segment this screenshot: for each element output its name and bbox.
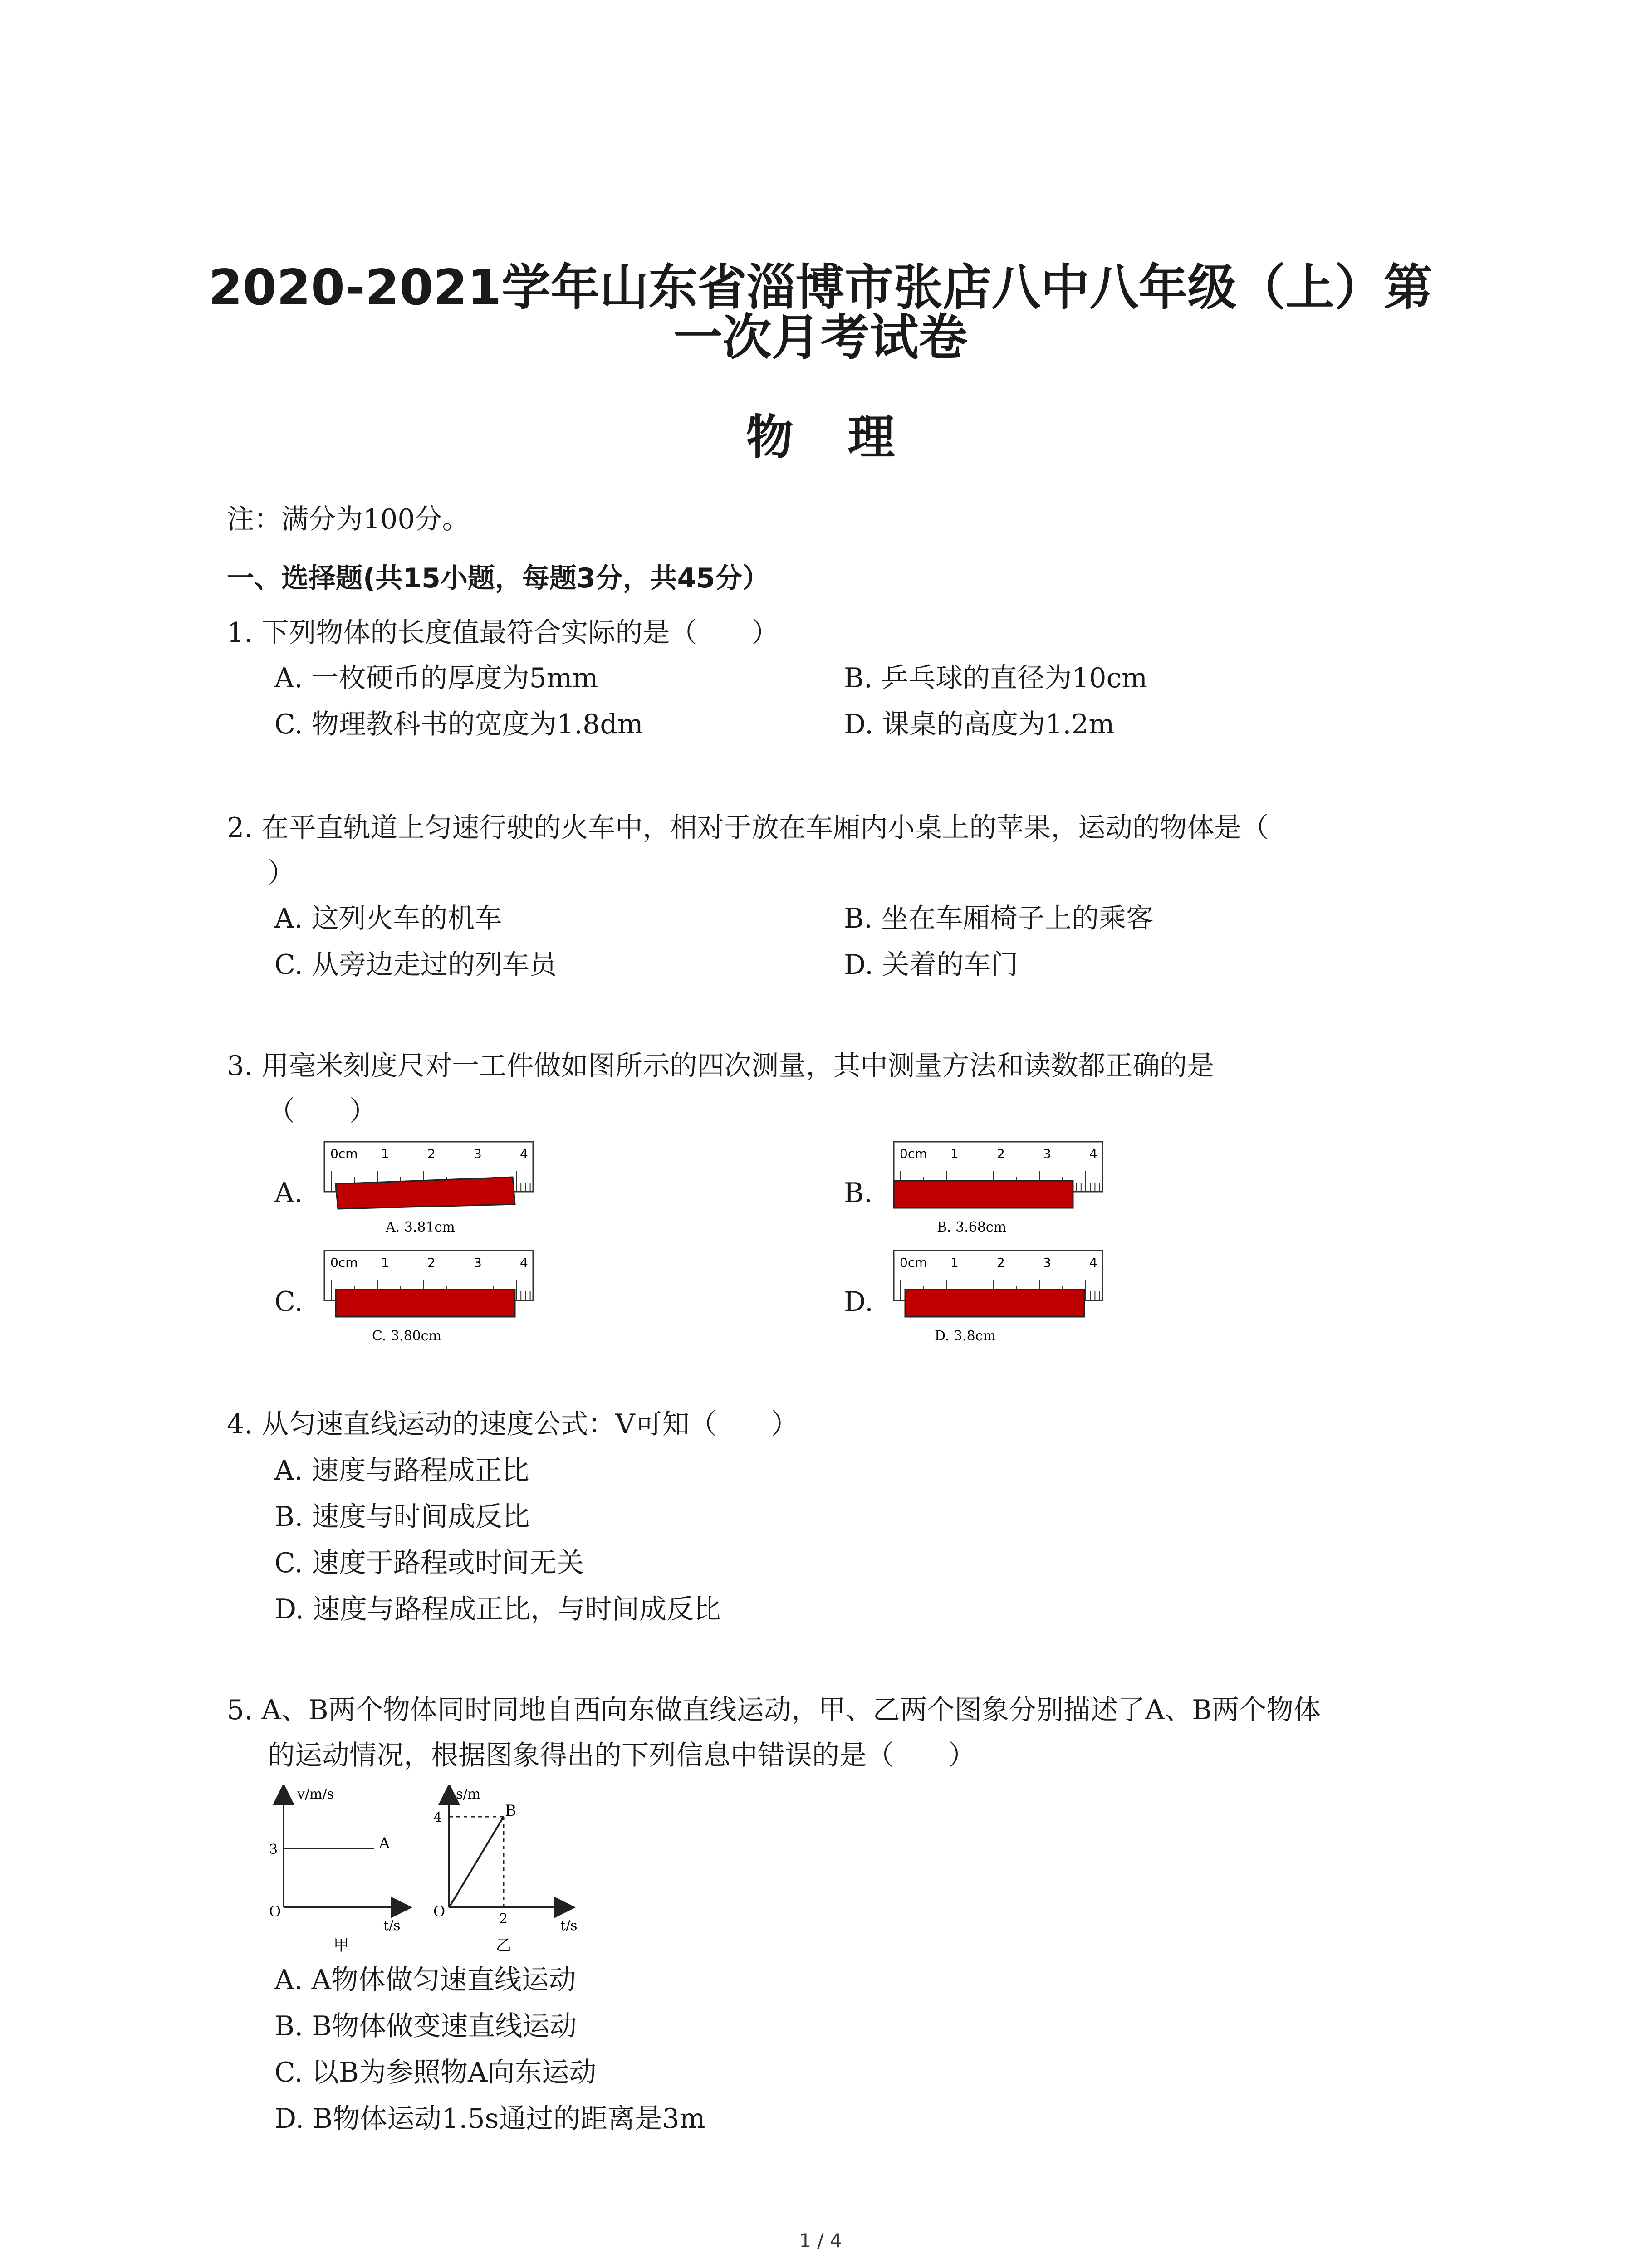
ruler-b-workpiece [894,1181,1073,1208]
yi-line-b [449,1817,504,1907]
score-note: 注：满分为100分。 [227,503,470,535]
jia-origin: O [269,1903,281,1920]
q3-option-c: C. [274,1286,303,1318]
ruler-figure-a [322,1141,535,1256]
q2-stem-cont: ） [268,857,295,889]
q4-option-d: D. 速度与路程成正比，与时间成反比 [274,1593,721,1625]
ruler-c-tick-3: 3 [474,1255,482,1270]
ruler-c-label: C. 3.80cm [372,1328,442,1344]
q5-option-c: C. 以B为参照物A向东运动 [274,2057,597,2088]
ruler-d-tick-0: 0cm [900,1255,927,1270]
q4-option-c: C. 速度于路程或时间无关 [274,1547,584,1579]
ruler-a-tick-1: 1 [381,1146,389,1161]
yi-xval: 2 [499,1911,508,1927]
yi-xlabel: t/s [560,1918,578,1934]
ruler-d-workpiece [905,1290,1084,1317]
graph-yi [429,1785,592,1959]
ruler-b-tick-3: 3 [1043,1146,1051,1161]
q1-option-c: C. 物理教科书的宽度为1.8dm [274,709,643,740]
ruler-a-tick-3: 3 [474,1146,482,1161]
ruler-c-svg [322,1250,535,1363]
yi-origin: O [433,1903,446,1920]
exam-title-line2: 一次月考试卷 [673,309,968,366]
q5-option-a: A. A物体做匀速直线运动 [274,1964,576,1996]
ruler-a-tick-4: 4 [520,1146,528,1161]
q5-stem: 5. A、B两个物体同时同地自西向东做直线运动，甲、乙两个图象分别描述了A、B两个物体 [227,1694,1321,1726]
yi-yval: 4 [433,1810,442,1826]
ruler-figure-d [892,1250,1105,1365]
ruler-d-tick-2: 2 [997,1255,1005,1270]
q1-option-d: D. 课桌的高度为1.2m [844,709,1115,740]
ruler-d-label: D. 3.8cm [935,1328,996,1344]
jia-ylabel: v/m/s [297,1786,334,1802]
exam-title-line1: 2020-2021学年山东省淄博市张店八中八年级（上）第 [208,259,1433,316]
yi-caption: 乙 [496,1936,511,1955]
ruler-c-workpiece [336,1290,515,1317]
ruler-d-tick-3: 3 [1043,1255,1051,1270]
q3-stem: 3. 用毫米刻度尺对一工件做如图所示的四次测量，其中测量方法和读数都正确的是 [227,1050,1215,1082]
ruler-b-label: B. 3.68cm [937,1219,1007,1235]
section-heading: 一、选择题(共15小题，每题3分，共45分） [227,562,770,594]
jia-line-label: A [379,1834,390,1853]
ruler-c-tick-0: 0cm [330,1255,358,1270]
q3-stem-cont: （ ） [268,1095,377,1127]
q5-stem-cont: 的运动情况，根据图象得出的下列信息中错误的是（ ） [268,1740,975,1771]
ruler-b-tick-2: 2 [997,1146,1005,1161]
jia-xlabel: t/s [383,1918,401,1934]
q1-option-a: A. 一枚硬币的厚度为5mm [274,662,598,694]
ruler-a-tick-2: 2 [427,1146,436,1161]
q4-option-b: B. 速度与时间成反比 [274,1501,530,1533]
jia-yval: 3 [269,1842,278,1857]
ruler-b-svg [892,1141,1105,1254]
ruler-c-tick-1: 1 [381,1255,389,1270]
ruler-a-label: A. 3.81cm [386,1219,455,1235]
ruler-c-tick-2: 2 [427,1255,436,1270]
ruler-c-tick-4: 4 [520,1255,528,1270]
q2-option-b: B. 坐在车厢椅子上的乘客 [844,903,1154,934]
q5-option-b: B. B物体做变速直线运动 [274,2010,577,2042]
ruler-b-tick-0: 0cm [900,1146,927,1161]
q3-option-a: A. [274,1177,303,1209]
q2-stem: 2. 在平直轨道上匀速行驶的火车中，相对于放在车厢内小桌上的苹果，运动的物体是（ [227,812,1269,844]
page-number: 1 / 4 [799,2229,842,2252]
yi-ylabel: s/m [456,1786,480,1802]
ruler-b-tick-1: 1 [950,1146,959,1161]
ruler-figure-c [322,1250,535,1365]
ruler-figure-b [892,1141,1105,1256]
ruler-d-tick-4: 4 [1089,1255,1097,1270]
ruler-a-svg [322,1141,535,1254]
q1-option-b: B. 乒乓球的直径为10cm [844,662,1148,694]
q2-option-c: C. 从旁边走过的列车员 [274,949,557,981]
q2-option-d: D. 关着的车门 [844,949,1019,981]
subject-title: 物理 [746,410,950,465]
ruler-b-tick-4: 4 [1089,1146,1097,1161]
q3-option-d: D. [844,1286,874,1318]
q4-option-a: A. 速度与路程成正比 [274,1455,529,1486]
graph-jia [265,1785,415,1959]
ruler-d-tick-1: 1 [950,1255,959,1270]
q1-stem: 1. 下列物体的长度值最符合实际的是（ ） [227,617,779,649]
ruler-d-svg [892,1250,1105,1363]
q5-option-d: D. B物体运动1.5s通过的距离是3m [274,2103,705,2135]
yi-point-label: B [505,1802,516,1820]
jia-caption: 甲 [333,1936,349,1955]
q4-stem: 4. 从匀速直线运动的速度公式：V可知（ ） [227,1408,798,1440]
ruler-a-tick-0: 0cm [330,1146,358,1161]
q3-option-b: B. [844,1177,873,1209]
q2-option-a: A. 这列火车的机车 [274,903,502,934]
